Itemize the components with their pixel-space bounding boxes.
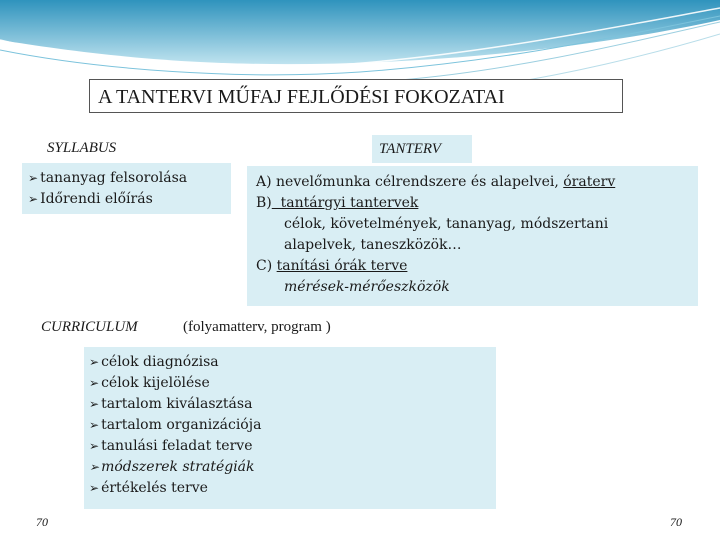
- oraterv-link[interactable]: óraterv: [563, 174, 616, 190]
- list-item-text: módszerek stratégiák: [101, 459, 255, 475]
- arrow-bullet-icon: ➢: [89, 376, 100, 390]
- item-marker: C): [256, 258, 273, 274]
- list-item: [89, 394, 496, 415]
- syllabus-panel: [22, 163, 231, 214]
- page-number-right: 70: [670, 515, 682, 529]
- arrow-bullet-icon: ➢: [28, 171, 39, 185]
- list-item-text: tanulási feladat terve: [101, 438, 253, 454]
- tanterv-item-c: [256, 256, 698, 277]
- curriculum-note: (folyamatterv, program ): [183, 319, 331, 335]
- list-item: [89, 457, 496, 478]
- list-item: [89, 352, 496, 373]
- tanterv-label: TANTERV: [372, 135, 472, 163]
- list-item-text: tartalom kiválasztása: [101, 396, 253, 412]
- page-title: A TANTERVI MŰFAJ FEJLŐDÉSI FOKOZATAI: [89, 79, 623, 113]
- list-item: [28, 189, 231, 210]
- tanterv-item-a: [256, 172, 698, 193]
- list-item: [89, 478, 496, 499]
- list-item: [89, 415, 496, 436]
- tanitasi-orak-link[interactable]: tanítási órák terve: [276, 258, 408, 274]
- tanterv-item-b-detail: alapelvek, taneszközök…: [284, 237, 462, 253]
- tanterv-item-b-detail: célok, követelmények, tananyag, módszertani: [284, 216, 609, 232]
- list-item: [89, 436, 496, 457]
- arrow-bullet-icon: ➢: [89, 481, 100, 495]
- list-item-text: célok kijelölése: [101, 375, 210, 391]
- tanterv-panel: [247, 166, 698, 306]
- curriculum-panel: [84, 347, 496, 509]
- curriculum-label: CURRICULUM: [41, 319, 138, 335]
- list-item-text: értékelés terve: [101, 480, 208, 496]
- list-item-text: tananyag felsorolása: [40, 170, 188, 186]
- list-item-text: célok diagnózisa: [101, 354, 219, 370]
- tanterv-item-b: [256, 193, 698, 214]
- arrow-bullet-icon: ➢: [89, 355, 100, 369]
- item-marker: A): [256, 174, 272, 190]
- item-text: nevelőmunka célrendszere és alapelvei,: [276, 174, 564, 190]
- list-item: [28, 168, 231, 189]
- page-number-left: 70: [36, 515, 48, 529]
- list-item-text: tartalom organizációja: [101, 417, 262, 433]
- item-marker: B): [256, 195, 272, 211]
- tantargyi-tantervek-link[interactable]: tantárgyi tantervek: [271, 195, 419, 211]
- arrow-bullet-icon: ➢: [89, 439, 100, 453]
- arrow-bullet-icon: ➢: [89, 460, 100, 474]
- arrow-bullet-icon: ➢: [89, 397, 100, 411]
- arrow-bullet-icon: ➢: [89, 418, 100, 432]
- list-item-text: Időrendi előírás: [40, 191, 153, 207]
- list-item: [89, 373, 496, 394]
- arrow-bullet-icon: ➢: [28, 192, 39, 206]
- syllabus-label: SYLLABUS: [47, 140, 117, 156]
- tanterv-item-c-detail: mérések-mérőeszközök: [284, 279, 450, 295]
